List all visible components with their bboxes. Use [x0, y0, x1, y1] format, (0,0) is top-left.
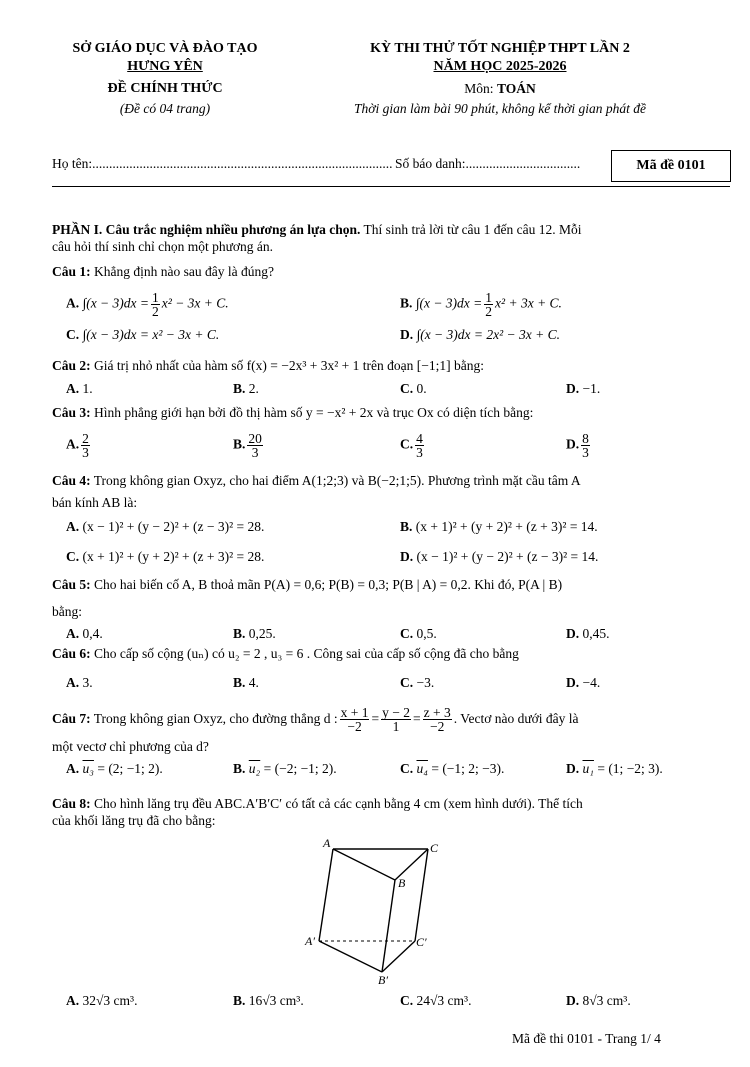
- q2-a-value: 1.: [82, 381, 93, 396]
- fig-label-a: A: [323, 836, 331, 850]
- q3-c-label: C.: [400, 436, 414, 452]
- q7-option-b[interactable]: [233, 760, 337, 778]
- q7-b-value: = (−2; −1; 2).: [260, 761, 337, 776]
- q2-a-label: A.: [66, 381, 83, 396]
- question-5-label: Câu 5:: [52, 577, 91, 592]
- question-5: [52, 576, 562, 594]
- q7-fy-num: y − 2: [382, 705, 410, 721]
- q2-c-label: C.: [400, 381, 417, 396]
- question-1-text: Khẳng định nào sau đây là đúng?: [90, 264, 274, 279]
- q1-b-frac: [484, 291, 493, 318]
- question-8: [52, 795, 583, 813]
- question-7-text-post: . Vectơ nào dưới đây là: [453, 711, 579, 726]
- q7-c-label: C.: [400, 761, 414, 776]
- question-5-cont: bằng:: [52, 604, 82, 619]
- school-year-text: NĂM HỌC 2025-2026: [433, 59, 567, 74]
- question-3-text: Hình phẳng giới hạn bởi đồ thị hàm số y = −x² + 2x và trục Ox có diện tích bằng:: [90, 405, 534, 420]
- q3-option-d[interactable]: [566, 432, 592, 459]
- q1-a-expr: ∫(x − 3)dx =: [82, 295, 150, 311]
- q5-b-label: B.: [233, 626, 249, 641]
- q1-option-b[interactable]: [400, 291, 562, 318]
- q1-option-d[interactable]: [400, 326, 560, 344]
- edge-a1b1: [319, 941, 382, 972]
- fig-label-c1: C′: [416, 935, 427, 949]
- part1-title: PHẦN I. Câu trắc nghiệm nhiều phương án lựa chọn.: [52, 222, 361, 237]
- q5-option-b[interactable]: [233, 625, 276, 643]
- q6-a-value: 3.: [82, 675, 93, 690]
- q1-a-label: A.: [66, 295, 80, 311]
- q7-fz-den: −2: [429, 719, 445, 735]
- q1-c-expr: ∫(x − 3)dx = x² − 3x + C.: [82, 327, 220, 342]
- q4-c-value: (x + 1)² + (y + 2)² + (z + 3)² = 28.: [82, 549, 265, 564]
- q3-c-frac: [415, 432, 424, 459]
- header-divider: [52, 186, 730, 187]
- q5-c-value: 0,5.: [416, 626, 437, 641]
- q6-a-label: A.: [66, 675, 83, 690]
- q4-option-c[interactable]: [66, 548, 264, 566]
- prism-figure: [300, 835, 450, 990]
- q5-option-d[interactable]: [566, 625, 610, 643]
- question-4-text: Trong không gian Oxyz, cho hai điểm A(1;2;3) và B(−2;1;5). Phương trình mặt cầu tâm A: [90, 473, 581, 488]
- q7-a-label: A.: [66, 761, 80, 776]
- q3-a-label: A.: [66, 436, 80, 452]
- q3-c-den: 3: [416, 445, 423, 460]
- q2-d-label: D.: [566, 381, 583, 396]
- official-exam-label: ĐỀ CHÍNH THỨC: [107, 81, 223, 96]
- q3-option-a[interactable]: [66, 432, 92, 459]
- exam-code-box: Mã đề 0101: [611, 150, 731, 182]
- q6-option-d[interactable]: [566, 674, 600, 692]
- q4-d-value: (x − 1)² + (y − 2)² + (z − 3)² = 14.: [416, 549, 599, 564]
- q3-d-den: 3: [582, 445, 589, 460]
- q1-b-expr: ∫(x − 3)dx =: [415, 295, 483, 311]
- department-name: SỞ GIÁO DỤC VÀ ĐÀO TẠO: [72, 41, 258, 56]
- q1-b-den: 2: [485, 304, 493, 319]
- q4-d-label: D.: [400, 549, 414, 564]
- fig-label-a1: A′: [305, 934, 315, 948]
- q6-option-a[interactable]: [66, 674, 93, 692]
- q4-option-b[interactable]: [400, 518, 598, 536]
- q8-option-d[interactable]: [566, 992, 631, 1010]
- question-8-cont: của khối lăng trụ đã cho bằng:: [52, 813, 216, 828]
- q3-d-label: D.: [566, 436, 580, 452]
- q7-d-label: D.: [566, 761, 580, 776]
- q8-c-value: 24√3 cm³.: [416, 993, 472, 1008]
- q7-fx-den: −2: [347, 719, 362, 735]
- question-1-label: Câu 1:: [52, 264, 91, 279]
- question-7-label: Câu 7:: [52, 711, 91, 726]
- q3-a-den: 3: [82, 445, 89, 460]
- q2-c-value: 0.: [416, 381, 427, 396]
- q3-b-num: 20: [248, 431, 262, 446]
- q8-d-label: D.: [566, 993, 583, 1008]
- q8-b-label: B.: [233, 993, 249, 1008]
- q2-b-value: 2.: [248, 381, 259, 396]
- student-name-field[interactable]: Họ tên:.........................................................................................: [52, 156, 393, 171]
- q7-option-a[interactable]: [66, 760, 163, 778]
- q3-b-label: B.: [233, 436, 246, 452]
- question-4-label: Câu 4:: [52, 473, 91, 488]
- q7-frac-z: [423, 706, 452, 733]
- q1-a-num: 1: [152, 290, 159, 305]
- question-6-text: Cho cấp số cộng (uₙ) có u₂ = 2 , u₃ = 6 . Công sai của cấp số cộng đã cho bằng: [90, 646, 519, 661]
- fig-label-b1: B′: [378, 973, 388, 987]
- q3-d-frac: [581, 432, 590, 459]
- q8-a-label: A.: [66, 993, 83, 1008]
- q1-a-den: 2: [152, 304, 159, 319]
- page-count-note: (Đề có 04 trang): [119, 101, 211, 116]
- question-7-cont: một vectơ chỉ phương của d?: [52, 739, 209, 754]
- question-8-text: Cho hình lăng trụ đều ABC.A′B′C′ có tất cả các cạnh bằng 4 cm (xem hình dưới). Thể tích: [90, 796, 583, 811]
- q1-c-label: C.: [66, 327, 80, 342]
- edge-ab: [333, 849, 395, 880]
- q3-b-frac: [247, 432, 263, 459]
- q4-option-a[interactable]: [66, 518, 264, 536]
- q8-d-value: 8√3 cm³.: [582, 993, 631, 1008]
- q6-option-b[interactable]: [233, 674, 259, 692]
- question-7-text-pre: Trong không gian Oxyz, cho đường thẳng d :: [90, 711, 338, 726]
- q7-b-vector: u₂: [248, 761, 261, 776]
- subject-line: [290, 80, 710, 98]
- fig-label-b: B: [398, 876, 406, 890]
- question-2-label: Câu 2:: [52, 358, 91, 373]
- q5-a-value: 0,4.: [82, 626, 103, 641]
- q1-a-frac: [151, 291, 160, 318]
- q8-b-value: 16√3 cm³.: [248, 993, 304, 1008]
- edge-aa1: [319, 849, 333, 941]
- question-6-label: Câu 6:: [52, 646, 91, 661]
- part1-desc: Thí sinh trả lời từ câu 1 đến câu 12. Mỗi: [360, 222, 582, 237]
- exam-title: KỲ THI THỬ TỐT NGHIỆP THPT LẦN 2: [370, 41, 630, 56]
- q1-b-num: 1: [485, 290, 493, 305]
- q7-a-value: = (2; −1; 2).: [93, 761, 163, 776]
- q7-a-vector: u₃: [82, 761, 94, 776]
- q5-c-label: C.: [400, 626, 417, 641]
- q3-a-frac: [81, 432, 90, 459]
- q3-c-num: 4: [416, 431, 423, 446]
- page-footer: Mã đề thi 0101 - Trang 1/ 4: [512, 1031, 661, 1046]
- q2-option-a[interactable]: [66, 380, 93, 398]
- q4-option-d[interactable]: [400, 548, 598, 566]
- q1-a-rest: x² − 3x + C.: [161, 295, 229, 311]
- q6-c-value: −3.: [416, 675, 435, 690]
- q6-d-label: D.: [566, 675, 583, 690]
- q2-option-c[interactable]: [400, 380, 427, 398]
- q7-c-vector: u₄: [416, 761, 428, 776]
- q1-option-c[interactable]: [66, 326, 219, 344]
- question-2-text: Giá trị nhỏ nhất của hàm số f(x) = −2x³ + 3x² + 1 trên đoạn [−1;1] bằng:: [90, 358, 484, 373]
- q4-a-label: A.: [66, 519, 80, 534]
- q2-option-d[interactable]: [566, 380, 600, 398]
- part1-desc-2: câu hỏi thí sinh chỉ chọn một phương án.: [52, 239, 274, 254]
- q7-option-c[interactable]: [400, 760, 504, 778]
- q5-d-value: 0,45.: [582, 626, 610, 641]
- q7-b-label: B.: [233, 761, 246, 776]
- q3-d-num: 8: [582, 431, 589, 446]
- question-4: [52, 472, 581, 490]
- q7-d-value: = (1; −2; 3).: [593, 761, 663, 776]
- q1-b-label: B.: [400, 295, 413, 311]
- edge-cc1: [415, 849, 428, 941]
- q3-option-c[interactable]: [400, 432, 426, 459]
- q3-a-num: 2: [82, 431, 89, 446]
- question-3: [52, 404, 533, 422]
- q5-b-value: 0,25.: [248, 626, 276, 641]
- q8-c-label: C.: [400, 993, 417, 1008]
- subject-name: TOÁN: [496, 81, 536, 96]
- question-6: [52, 645, 519, 663]
- q6-b-label: B.: [233, 675, 249, 690]
- q7-c-value: = (−1; 2; −3).: [427, 761, 505, 776]
- q3-option-b[interactable]: [233, 432, 265, 459]
- q2-b-label: B.: [233, 381, 249, 396]
- q8-option-a[interactable]: [66, 992, 137, 1010]
- q2-d-value: −1.: [582, 381, 601, 396]
- q7-fx-num: x + 1: [340, 705, 369, 721]
- q7-d-vector: u₁: [582, 761, 594, 776]
- q7-fz-num: z + 3: [423, 705, 451, 721]
- subject-label: Môn:: [464, 81, 497, 96]
- q8-a-value: 32√3 cm³.: [82, 993, 138, 1008]
- q4-b-value: (x + 1)² + (y + 2)² + (z + 3)² = 14.: [415, 519, 598, 534]
- q6-option-c[interactable]: [400, 674, 434, 692]
- province-text: HƯNG YÊN: [127, 59, 203, 74]
- q6-b-value: 4.: [248, 675, 259, 690]
- q1-b-rest: x² + 3x + C.: [495, 295, 562, 311]
- school-year: [290, 58, 710, 76]
- question-1: [52, 263, 274, 281]
- question-4-cont: bán kính AB là:: [52, 495, 138, 510]
- q7-frac-y: [381, 706, 411, 733]
- edge-b1c1: [382, 941, 415, 972]
- q6-c-label: C.: [400, 675, 417, 690]
- q1-d-expr: ∫(x − 3)dx = 2x² − 3x + C.: [416, 327, 561, 342]
- q8-option-c[interactable]: [400, 992, 471, 1010]
- q6-d-value: −4.: [582, 675, 601, 690]
- q8-option-b[interactable]: [233, 992, 304, 1010]
- q5-d-label: D.: [566, 626, 583, 641]
- time-note: Thời gian làm bài 90 phút, không kể thời gian phát đề: [354, 101, 646, 116]
- question-2: [52, 357, 484, 375]
- province-name: [40, 58, 290, 76]
- q5-option-a[interactable]: [66, 625, 103, 643]
- q7-option-d[interactable]: [566, 760, 663, 778]
- q7-frac-x: [340, 706, 370, 733]
- q5-option-c[interactable]: [400, 625, 437, 643]
- q7-fy-den: 1: [392, 719, 400, 735]
- q4-c-label: C.: [66, 549, 80, 564]
- q5-a-label: A.: [66, 626, 83, 641]
- q1-option-a[interactable]: [66, 291, 229, 318]
- question-7: Câu 7: Trong không gian Oxyz, cho đường thẳng d : $\frac{x + 1}{-2}$ = $\frac{y - 2}{1}$ = $\frac{z + 3}{-2}$ . Vectơ nào dưới đây là: [52, 705, 579, 735]
- question-3-label: Câu 3:: [52, 405, 91, 420]
- q3-b-den: 3: [251, 445, 259, 460]
- part1-intro: [52, 221, 582, 239]
- q4-b-label: B.: [400, 519, 413, 534]
- q2-option-b[interactable]: [233, 380, 259, 398]
- q1-d-label: D.: [400, 327, 414, 342]
- student-id-field[interactable]: Số báo danh:..................................: [395, 156, 581, 171]
- q4-a-value: (x − 1)² + (y − 2)² + (z − 3)² = 28.: [82, 519, 265, 534]
- edge-bb1: [382, 880, 395, 972]
- fig-label-c: C: [430, 841, 439, 855]
- question-8-label: Câu 8:: [52, 796, 91, 811]
- question-5-text: Cho hai biến cố A, B thoả mãn P(A) = 0,6; P(B) = 0,3; P(B | A) = 0,2. Khi đó, P(A | B): [90, 577, 563, 592]
